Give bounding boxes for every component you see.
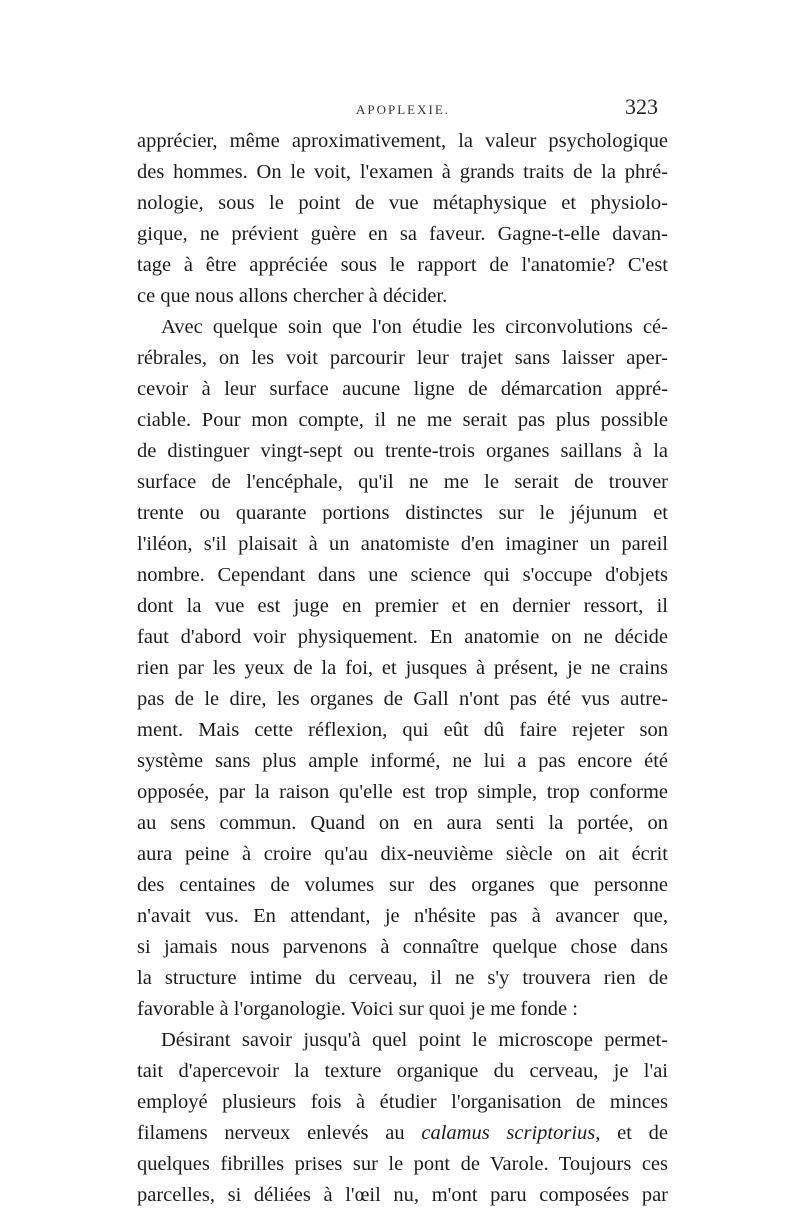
text-line: rien par les yeux de la foi, et jusques à présent, je ne crains <box>137 657 668 679</box>
text-line: n'avait vus. En attendant, je n'hésite pas à avancer que, <box>137 905 668 927</box>
text-line: employé plusieurs fois à étudier l'organisation de minces <box>137 1091 668 1113</box>
text-line: parcelles, si déliées à l'œil nu, m'ont paru composées par <box>137 1184 668 1206</box>
text-line: surface de l'encéphale, qu'il ne me le serait de trouver <box>137 471 668 493</box>
text-line: nologie, sous le point de vue métaphysique et physiolo- <box>137 192 668 214</box>
text-line: tage à être appréciée sous le rapport de l'anatomie? C'est <box>137 254 668 276</box>
italic-term: calamus scriptorius <box>421 1122 596 1144</box>
running-title: APOPLEXIE. <box>356 102 451 117</box>
page-number: 323 <box>625 94 658 119</box>
text-line: l'iléon, s'il plaisait à un anatomiste d'en imaginer un pareil <box>137 533 668 555</box>
text-line: nombre. Cependant dans une science qui s'occupe d'objets <box>137 564 668 586</box>
paragraph-start-line: Avec quelque soin que l'on étudie les circonvolutions cé- <box>161 316 668 338</box>
text-line: dont la vue est juge en premier et en dernier ressort, il <box>137 595 668 617</box>
text-line: système sans plus ample informé, ne lui a pas encore été <box>137 750 668 772</box>
text-segment: , et de <box>595 1122 668 1144</box>
text-line: la structure intime du cerveau, il ne s'y trouvera rien de <box>137 967 668 989</box>
text-line: au sens commun. Quand on en aura senti la portée, on <box>137 812 668 834</box>
paragraph-start-line: Désirant savoir jusqu'à quel point le microscope permet- <box>161 1029 668 1051</box>
text-line: favorable à l'organologie. Voici sur quoi je me fonde : <box>137 998 578 1020</box>
text-line: pas de le dire, les organes de Gall n'ont pas été vus autre- <box>137 688 668 710</box>
text-line: rébrales, on les voit parcourir leur trajet sans laisser aper- <box>137 347 668 369</box>
text-line: tait d'apercevoir la texture organique du cerveau, je l'ai <box>137 1060 668 1082</box>
text-line: cevoir à leur surface aucune ligne de démarcation appré- <box>137 378 668 400</box>
text-line: des centaines de volumes sur des organes que personne <box>137 874 668 896</box>
text-line: ment. Mais cette réflexion, qui eût dû faire rejeter son <box>137 719 668 741</box>
text-line: gique, ne prévient guère en sa faveur. Gagne-t-elle davan- <box>137 223 668 245</box>
text-line: aura peine à croire qu'au dix-neuvième siècle on ait écrit <box>137 843 668 865</box>
text-line: opposée, par la raison qu'elle est trop simple, trop conforme <box>137 781 668 803</box>
text-line: de distinguer vingt-sept ou trente-trois organes saillans à la <box>137 440 668 462</box>
text-line: quelques fibrilles prises sur le pont de Varole. Toujours ces <box>137 1153 668 1175</box>
text-line-with-italic <box>137 1118 668 1148</box>
text-line: trente ou quarante portions distinctes sur le jéjunum et <box>137 502 668 524</box>
text-segment: filamens nerveux enlevés au <box>137 1122 422 1144</box>
text-line: si jamais nous parvenons à connaître quelque chose dans <box>137 936 668 958</box>
text-line: des hommes. On le voit, l'examen à grands traits de la phré- <box>137 161 668 183</box>
text-line: ciable. Pour mon compte, il ne me serait pas plus possible <box>137 409 668 431</box>
text-line: ce que nous allons chercher à décider. <box>137 285 448 307</box>
text-line: faut d'abord voir physiquement. En anatomie on ne décide <box>137 626 668 648</box>
text-line: apprécier, même aproximativement, la valeur psychologique <box>137 130 668 152</box>
